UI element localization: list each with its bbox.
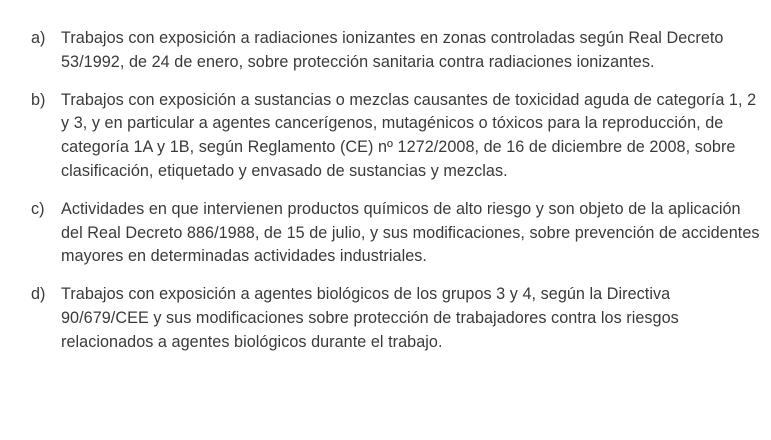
list-item-text: Trabajos con exposición a agentes biológicos de los grupos 3 y 4, según la Directiva 90/679/CEE y sus modificaciones sobre protección de trabajadores contra los riesgos relacionados a agentes biológicos durante el trabajo. [61, 285, 679, 351]
list-marker: a) [31, 29, 46, 47]
list-marker: d) [31, 285, 46, 304]
list-item [31, 89, 761, 184]
list-item [31, 198, 761, 269]
list-marker: c) [31, 199, 45, 218]
list-item [31, 27, 761, 75]
list-item-text: Trabajos con exposición a radiaciones ionizantes en zonas controladas según Real Decreto 53/1992, de 24 de enero, sobre protección sanitaria contra radiaciones ionizantes. [61, 29, 724, 71]
list-item-text: Trabajos con exposición a sustancias o mezclas causantes de toxicidad aguda de categoría 1, 2 y 3, y en particular a agentes cancerígenos, mutagénicos o tóxicos para la reproducción, de categoría 1A y 1B, según Reglamento (CE) nº 1272/2008, de 16 de diciembre de 2008, sobre clasificación, etiquetado y envasado de sustancias y mezclas. [61, 90, 757, 180]
list-item [31, 283, 761, 354]
document-list [31, 27, 761, 369]
list-item-text: Actividades en que intervienen productos químicos de alto riesgo y son objeto de la aplicación del Real Decreto 886/1988, de 15 de julio, y sus modificaciones, sobre prevención de accidentes mayores en determinadas actividades industriales. [61, 199, 760, 266]
list-marker: b) [31, 90, 46, 109]
